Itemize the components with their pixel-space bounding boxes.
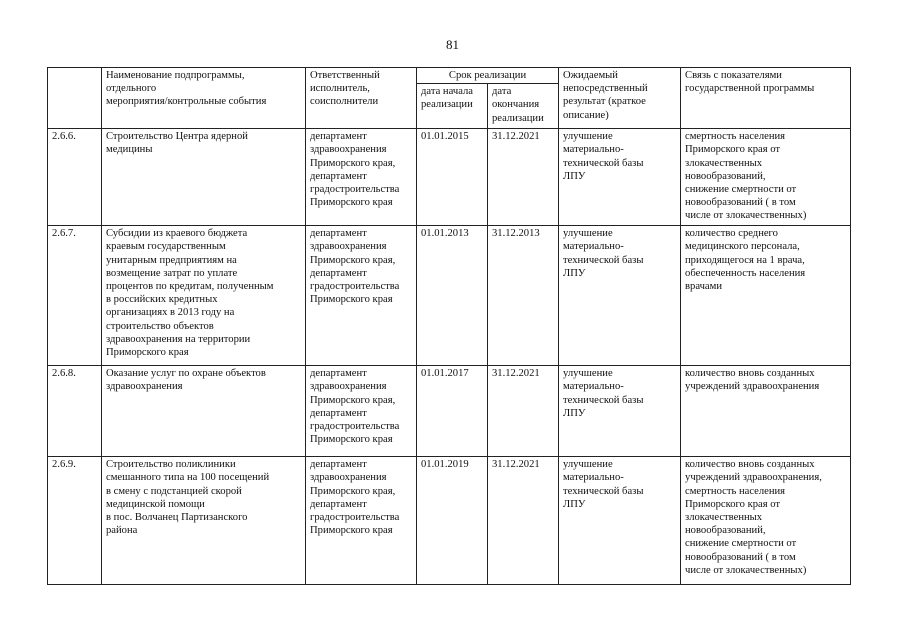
row-number: 2.6.8. [48, 366, 102, 457]
row-end-date: 31.12.2021 [488, 366, 559, 457]
row-number: 2.6.6. [48, 129, 102, 226]
header-result: Ожидаемый непосредственный результат (краткое описание) [559, 68, 681, 129]
row-end-date: 31.12.2021 [488, 129, 559, 226]
row-link: количество вновь созданных учреждений здравоохранения, смертность населения Приморского края от злокачественных новообразований, снижение смертности от новообразований ( в том числе от злокачественных) [681, 457, 851, 585]
table-row [48, 226, 851, 366]
row-start-date: 01.01.2017 [417, 366, 488, 457]
row-end-date: 31.12.2013 [488, 226, 559, 366]
row-name: Оказание услуг по охране объектов здравоохранения [102, 366, 306, 457]
table-row [48, 457, 851, 585]
row-executor: департамент здравоохранения Приморского края, департамент градостроительства Приморского края [306, 457, 417, 585]
row-name: Строительство Центра ядерной медицины [102, 129, 306, 226]
table-row [48, 129, 851, 226]
row-result: улучшение материально- технической базы ЛПУ [559, 129, 681, 226]
header-name: Наименование подпрограммы, отдельного мероприятия/контрольные события [102, 68, 306, 129]
row-start-date: 01.01.2019 [417, 457, 488, 585]
row-name: Субсидии из краевого бюджета краевым государственным унитарным предприятиям на возмещение затрат по уплате процентов по кредитам, полученным в российских кредитных организациях в 2013 году на строительство объектов здравоохранения на территории Приморского края [102, 226, 306, 366]
row-name: Строительство поликлиники смешанного типа на 100 посещений в смену с подстанцией скорой медицинской помощи в пос. Волчанец Партизанского района [102, 457, 306, 585]
row-link: количество среднего медицинского персонала, приходящегося на 1 врача, обеспеченность населения врачами [681, 226, 851, 366]
row-start-date: 01.01.2015 [417, 129, 488, 226]
row-link: смертность населения Приморского края от злокачественных новообразований, снижение смертности от новообразований ( в том числе от злокачественных) [681, 129, 851, 226]
row-executor: департамент здравоохранения Приморского края, департамент градостроительства Приморского края [306, 129, 417, 226]
row-result: улучшение материально- технической базы ЛПУ [559, 366, 681, 457]
header-row [48, 68, 851, 84]
program-table [47, 67, 851, 585]
header-number-cell [48, 68, 102, 129]
row-end-date: 31.12.2021 [488, 457, 559, 585]
row-result: улучшение материально- технической базы ЛПУ [559, 226, 681, 366]
row-start-date: 01.01.2013 [417, 226, 488, 366]
header-executor: Ответственный исполнитель, соисполнители [306, 68, 417, 129]
row-result: улучшение материально- технической базы ЛПУ [559, 457, 681, 585]
header-link: Связь с показателями государственной программы [681, 68, 851, 129]
row-link: количество вновь созданных учреждений здравоохранения [681, 366, 851, 457]
row-executor: департамент здравоохранения Приморского края, департамент градостроительства Приморского края [306, 366, 417, 457]
header-start: дата начала реализации [417, 84, 488, 129]
row-number: 2.6.7. [48, 226, 102, 366]
header-term: Срок реализации [417, 68, 559, 84]
table-row [48, 366, 851, 457]
row-number: 2.6.9. [48, 457, 102, 585]
row-executor: департамент здравоохранения Приморского края, департамент градостроительства Приморского края [306, 226, 417, 366]
page-number: 81 [446, 37, 459, 52]
header-end: дата окончания реализации [488, 84, 559, 129]
